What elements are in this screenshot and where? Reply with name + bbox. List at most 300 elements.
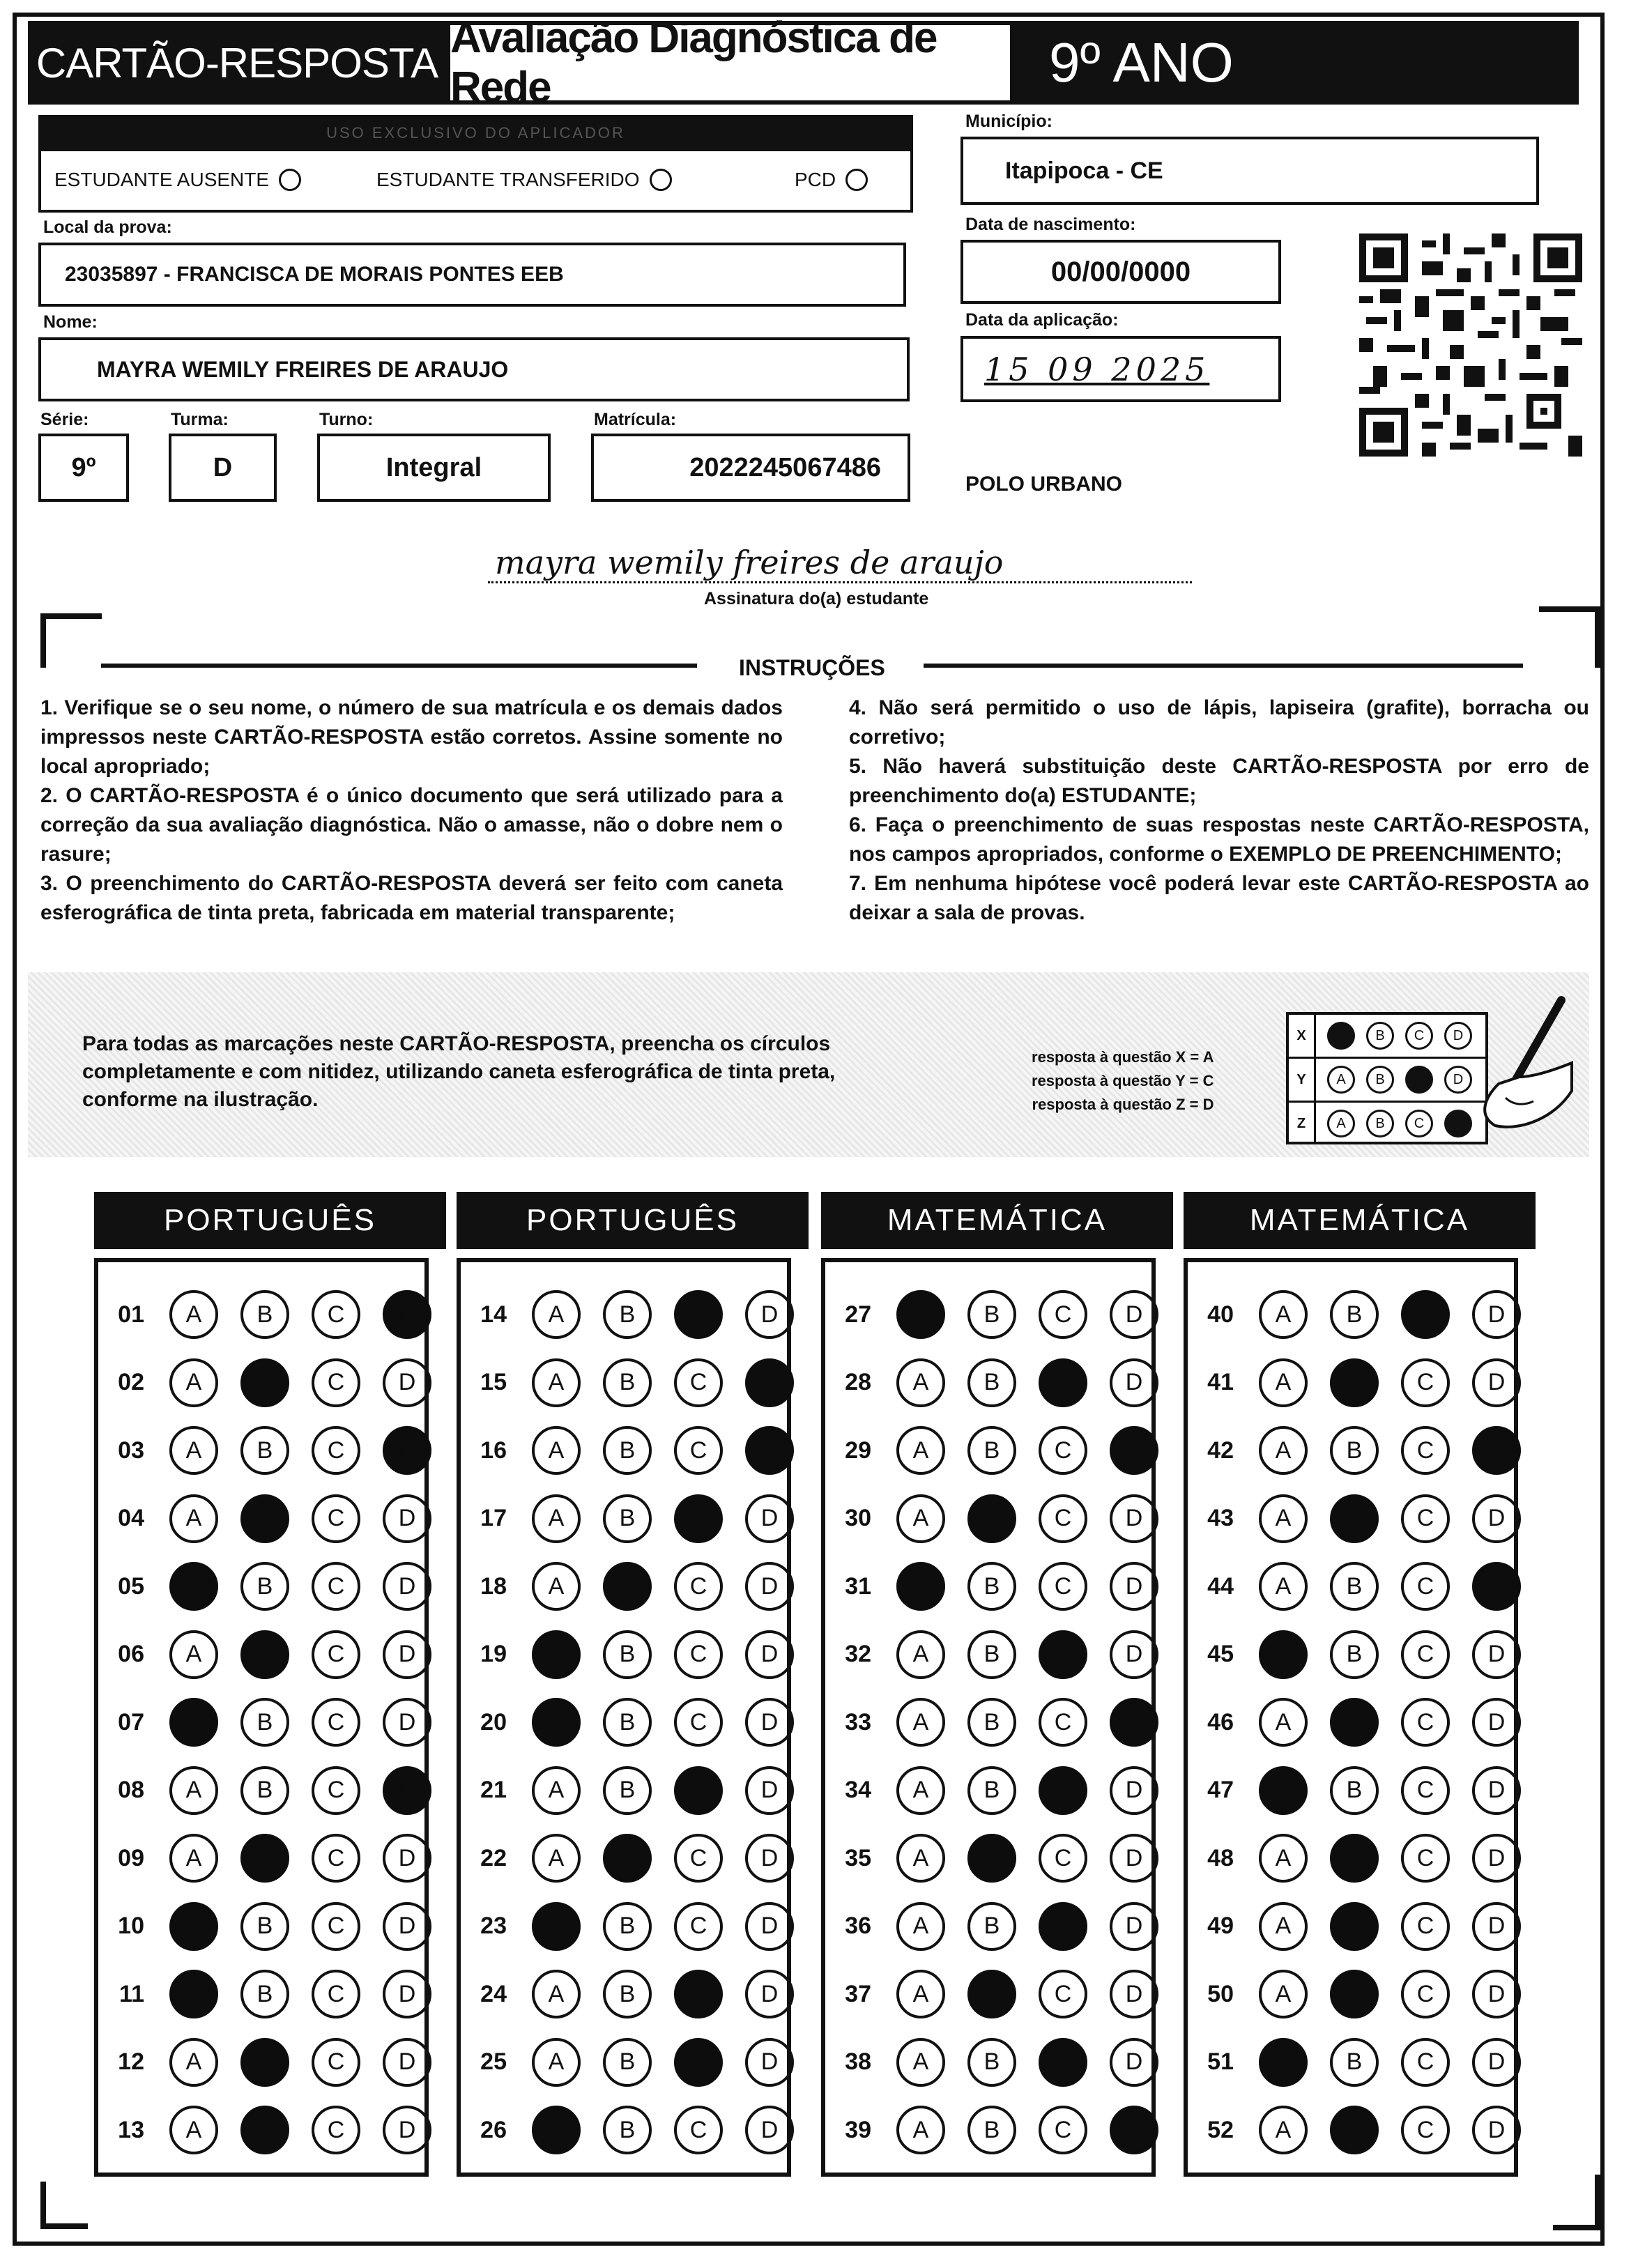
column-box-4	[1184, 1258, 1518, 2177]
answer-bubble-a[interactable]: A	[169, 2106, 218, 2154]
question-row	[461, 1693, 794, 1752]
answer-bubble-b[interactable]: B	[967, 1766, 1016, 1815]
instruction-1: 1. Verifique se o seu nome, o número de sua matrícula e os demais dados impressos neste CARTÃO-RESPOSTA estão corretos. Assine somente no local apropriado;	[40, 696, 783, 778]
answer-bubble-d[interactable]: D	[745, 2038, 794, 2087]
question-row	[98, 1421, 431, 1480]
question-number: 46	[1207, 1708, 1234, 1736]
answer-bubble-d[interactable]: D	[1472, 1834, 1521, 1883]
answer-bubble-d[interactable]: D	[1472, 1766, 1521, 1815]
answer-bubble-b[interactable]: B	[1330, 1630, 1379, 1679]
question-row	[825, 1489, 1158, 1548]
answer-bubble-d[interactable]: D	[1472, 1290, 1521, 1339]
answer-bubble-a[interactable]: A	[896, 1902, 945, 1951]
answer-bubble-a[interactable]: A	[169, 1630, 218, 1679]
answer-bubble-c[interactable]: C	[312, 2106, 360, 2154]
answer-bubble-d[interactable]: D	[745, 1562, 794, 1611]
answer-bubble-c[interactable]: C	[1401, 1902, 1450, 1951]
answer-bubble-d[interactable]: D	[383, 1766, 431, 1815]
question-number: 13	[118, 2116, 144, 2143]
question-row	[461, 2033, 794, 2092]
application-date-field[interactable]	[960, 336, 1281, 402]
answer-bubble-d[interactable]: D	[1472, 1630, 1521, 1679]
fill-example-text: Para todas as marcações neste CARTÃO-RESPOSTA, preencha os círculos completamente e com nitidez, utilizando caneta esferográfica de tinta preta, conforme na ilustração.	[82, 1032, 836, 1111]
answer-bubble-a[interactable]: A	[532, 1630, 581, 1679]
corner-mark-bottom-left	[40, 2182, 88, 2229]
answer-bubble-b[interactable]: B	[603, 1902, 652, 1951]
question-row	[98, 2033, 431, 2092]
answer-bubble-b[interactable]: B	[240, 1698, 289, 1747]
transferred-label: ESTUDANTE TRANSFERIDO	[376, 169, 640, 190]
question-row	[461, 1489, 794, 1548]
answer-bubble-c[interactable]: C	[1039, 2106, 1087, 2154]
answer-bubble-a[interactable]: A	[169, 1290, 218, 1339]
hand-pen-icon	[1457, 993, 1575, 1133]
answer-bubble-d[interactable]: D	[1110, 1834, 1158, 1883]
transferred-circle[interactable]	[650, 169, 672, 191]
answer-bubble-d[interactable]: D	[383, 1630, 431, 1679]
answer-bubble-d[interactable]: D	[1472, 2038, 1521, 2087]
birth-field	[960, 240, 1281, 304]
answer-bubble-a[interactable]: A	[532, 1970, 581, 2018]
answer-bubble-b[interactable]: B	[240, 1562, 289, 1611]
answer-bubble-a[interactable]: A	[896, 1970, 945, 2018]
answer-bubble-a[interactable]: A	[169, 1902, 218, 1951]
application-date-label: Data da aplicação:	[965, 310, 1119, 330]
answer-bubble-a[interactable]: A	[896, 1290, 945, 1339]
answer-bubble-c[interactable]: C	[1401, 1358, 1450, 1407]
instructions-left	[40, 694, 783, 928]
answer-bubble-d[interactable]: D	[745, 1630, 794, 1679]
answer-bubble-a[interactable]: A	[1259, 1766, 1308, 1815]
answer-bubble-a[interactable]: A	[896, 1494, 945, 1543]
answer-bubble-d[interactable]: D	[383, 1290, 431, 1339]
answer-bubble-c[interactable]: C	[1039, 1494, 1087, 1543]
legend-z: resposta à questão Z = D	[1032, 1096, 1214, 1113]
answer-bubble-b[interactable]: B	[1330, 1562, 1379, 1611]
answer-bubble-b[interactable]: B	[240, 1834, 289, 1883]
answer-bubble-a[interactable]: A	[896, 1358, 945, 1407]
answer-bubble-c[interactable]: C	[674, 1970, 723, 2018]
answer-bubble-c[interactable]: C	[1401, 1562, 1450, 1611]
answer-bubble-a[interactable]: A	[1259, 1698, 1308, 1747]
answer-bubble-c[interactable]: C	[674, 1562, 723, 1611]
answer-bubble-a[interactable]: A	[1259, 1562, 1308, 1611]
answer-bubble-c[interactable]: C	[1039, 1426, 1087, 1475]
answer-bubble-c[interactable]: C	[674, 2038, 723, 2087]
answer-bubble-a[interactable]: A	[169, 1970, 218, 2018]
question-row	[98, 1897, 431, 1956]
answer-bubble-a[interactable]: A	[532, 1902, 581, 1951]
answer-bubble-d[interactable]: D	[1472, 1970, 1521, 2018]
question-number: 20	[480, 1708, 507, 1736]
answer-bubble-c[interactable]: C	[674, 1902, 723, 1951]
matricula-field	[591, 434, 910, 502]
answer-bubble-a[interactable]: A	[896, 1834, 945, 1883]
answer-bubble-c[interactable]: C	[1401, 1494, 1450, 1543]
grade-title: 9º ANO	[1014, 21, 1579, 105]
answer-bubble-a[interactable]: A	[1259, 2038, 1308, 2087]
legend-x: resposta à questão X = A	[1032, 1048, 1214, 1066]
instruction-2: 2. O CARTÃO-RESPOSTA é o único documento que será utilizado para a correção da sua avaliação diagnóstica. Não o amasse, não o dobre nem o rasure;	[40, 784, 783, 866]
answer-bubble-b[interactable]: B	[603, 2038, 652, 2087]
answer-bubble-d[interactable]: D	[1110, 1358, 1158, 1407]
answer-bubble-b[interactable]: B	[603, 1358, 652, 1407]
example-row	[1289, 1015, 1485, 1059]
answer-bubble-a[interactable]: A	[1259, 1290, 1308, 1339]
question-number: 39	[845, 2116, 871, 2143]
answer-bubble-b[interactable]: B	[603, 1834, 652, 1883]
answer-bubble-a[interactable]: A	[532, 1290, 581, 1339]
answer-bubble-a[interactable]: A	[896, 1426, 945, 1475]
answer-bubble-c[interactable]: C	[312, 1970, 360, 2018]
answer-bubble-d[interactable]: D	[745, 1902, 794, 1951]
answer-bubble-d[interactable]: D	[1110, 2038, 1158, 2087]
answer-bubble-c[interactable]: C	[674, 1698, 723, 1747]
answer-bubble-a[interactable]: A	[1259, 1494, 1308, 1543]
answer-bubble-c[interactable]: C	[674, 1290, 723, 1339]
answer-bubble-c[interactable]: C	[312, 1426, 360, 1475]
question-number: 48	[1207, 1844, 1234, 1871]
answer-bubble-a[interactable]: A	[532, 1426, 581, 1475]
answer-bubble-b[interactable]: B	[967, 2106, 1016, 2154]
answer-bubble-c[interactable]: C	[674, 1494, 723, 1543]
instruction-3: 3. O preenchimento do CARTÃO-RESPOSTA deverá ser feito com caneta esferográfica de tinta preta, fabricada em material transparente;	[40, 872, 783, 924]
answer-bubble-b[interactable]: B	[967, 1698, 1016, 1747]
corner-mark-top-right	[1539, 606, 1600, 668]
question-row	[1188, 1354, 1521, 1412]
answer-bubble-c[interactable]: C	[1401, 1698, 1450, 1747]
answer-bubble-c[interactable]: C	[674, 1834, 723, 1883]
answer-bubble-c[interactable]: C	[1039, 1562, 1087, 1611]
question-row	[461, 1557, 794, 1616]
example-bubble-c: C	[1405, 1022, 1433, 1050]
answer-bubble-b[interactable]: B	[603, 1970, 652, 2018]
answer-bubble-b[interactable]: B	[1330, 1698, 1379, 1747]
answer-bubble-b[interactable]: B	[967, 1834, 1016, 1883]
answer-bubble-a[interactable]: A	[169, 1494, 218, 1543]
answer-bubble-a[interactable]: A	[169, 1698, 218, 1747]
answer-bubble-d[interactable]: D	[383, 1358, 431, 1407]
answer-bubble-b[interactable]: B	[603, 1426, 652, 1475]
answer-bubble-d[interactable]: D	[745, 1426, 794, 1475]
question-number: 26	[480, 2116, 507, 2143]
answer-bubble-c[interactable]: C	[1039, 1698, 1087, 1747]
answer-bubble-c[interactable]: C	[1401, 2106, 1450, 2154]
answer-bubble-b[interactable]: B	[967, 2038, 1016, 2087]
answer-bubble-c[interactable]: C	[1401, 1766, 1450, 1815]
answer-bubble-b[interactable]: B	[240, 1630, 289, 1679]
answer-bubble-c[interactable]: C	[1039, 1902, 1087, 1951]
answer-bubble-b[interactable]: B	[603, 2106, 652, 2154]
answer-bubble-b[interactable]: B	[240, 2106, 289, 2154]
column-header-4: MATEMÁTICA	[1184, 1192, 1536, 1249]
answer-bubble-d[interactable]: D	[745, 1290, 794, 1339]
local-field	[38, 243, 906, 307]
question-row	[1188, 1829, 1521, 1887]
example-row-label: Y	[1289, 1059, 1316, 1101]
answer-bubble-d[interactable]: D	[1110, 2106, 1158, 2154]
answer-bubble-a[interactable]: A	[532, 1698, 581, 1747]
answer-bubble-b[interactable]: B	[603, 1494, 652, 1543]
turno-field	[317, 434, 551, 502]
question-number: 09	[118, 1844, 144, 1871]
example-bubble-b: B	[1366, 1066, 1394, 1094]
answer-bubble-d[interactable]: D	[383, 1426, 431, 1475]
question-number: 05	[118, 1572, 144, 1600]
question-number: 43	[1207, 1505, 1234, 1531]
answer-bubble-c[interactable]: C	[312, 1358, 360, 1407]
answer-bubble-c[interactable]: C	[674, 1630, 723, 1679]
answer-bubble-b[interactable]: B	[1330, 1834, 1379, 1883]
answer-bubble-d[interactable]: D	[1472, 1698, 1521, 1747]
answer-bubble-b[interactable]: B	[603, 1698, 652, 1747]
answer-bubble-a[interactable]: A	[896, 2106, 945, 2154]
answer-bubble-c[interactable]: C	[1401, 1630, 1450, 1679]
answer-bubble-d[interactable]: D	[1110, 1426, 1158, 1475]
answer-bubble-c[interactable]: C	[1401, 2038, 1450, 2087]
answer-bubble-d[interactable]: D	[1110, 1902, 1158, 1951]
answer-bubble-d[interactable]: D	[1110, 1630, 1158, 1679]
answer-bubble-b[interactable]: B	[967, 1562, 1016, 1611]
answer-bubble-a[interactable]: A	[1259, 1426, 1308, 1475]
answer-bubble-b[interactable]: B	[967, 1290, 1016, 1339]
answer-bubble-a[interactable]: A	[169, 1426, 218, 1475]
answer-bubble-b[interactable]: B	[603, 1766, 652, 1815]
example-bubble-d: D	[1444, 1110, 1472, 1137]
answer-bubble-d[interactable]: D	[383, 1970, 431, 2018]
question-number: 28	[845, 1369, 871, 1395]
answer-bubble-c[interactable]: C	[312, 1562, 360, 1611]
answer-bubble-d[interactable]: D	[383, 1494, 431, 1543]
question-row	[461, 1897, 794, 1956]
answer-bubble-b[interactable]: B	[1330, 1766, 1379, 1815]
answer-bubble-a[interactable]: A	[532, 2106, 581, 2154]
answer-bubble-d[interactable]: D	[383, 1834, 431, 1883]
answer-bubble-a[interactable]: A	[169, 1562, 218, 1611]
answer-bubble-b[interactable]: B	[1330, 1290, 1379, 1339]
answer-bubble-b[interactable]: B	[967, 1426, 1016, 1475]
answer-bubble-d[interactable]: D	[745, 1698, 794, 1747]
answer-bubble-c[interactable]: C	[1039, 1766, 1087, 1815]
answer-bubble-d[interactable]: D	[1472, 2106, 1521, 2154]
answer-bubble-a[interactable]: A	[1259, 1970, 1308, 2018]
question-number: 02	[118, 1369, 144, 1395]
answer-bubble-b[interactable]: B	[1330, 1358, 1379, 1407]
transferred-option[interactable]	[376, 169, 672, 191]
answer-bubble-b[interactable]: B	[240, 1358, 289, 1407]
answer-bubble-d[interactable]: D	[1472, 1426, 1521, 1475]
answer-bubble-b[interactable]: B	[967, 1358, 1016, 1407]
question-number: 42	[1207, 1436, 1234, 1464]
serie-field	[38, 434, 129, 502]
question-row	[461, 1421, 794, 1480]
answer-bubble-d[interactable]: D	[745, 1766, 794, 1815]
question-row	[98, 1489, 431, 1548]
answer-bubble-c[interactable]: C	[1039, 2038, 1087, 2087]
answer-bubble-d[interactable]: D	[383, 2106, 431, 2154]
answer-bubble-d[interactable]: D	[1110, 1562, 1158, 1611]
answer-bubble-d[interactable]: D	[1110, 1766, 1158, 1815]
question-row	[825, 1693, 1158, 1752]
answer-bubble-a[interactable]: A	[896, 2038, 945, 2087]
answer-bubble-a[interactable]: A	[896, 1698, 945, 1747]
signature-label: Assinatura do(a) estudante	[704, 589, 929, 608]
answer-bubble-c[interactable]: C	[1039, 1970, 1087, 2018]
question-row	[825, 1761, 1158, 1820]
answer-bubble-a[interactable]: A	[532, 1358, 581, 1407]
column-box-1	[94, 1258, 429, 2177]
answer-bubble-a[interactable]: A	[1259, 1834, 1308, 1883]
answer-bubble-a[interactable]: A	[1259, 2106, 1308, 2154]
question-row	[1188, 1421, 1521, 1480]
answer-bubble-d[interactable]: D	[383, 1562, 431, 1611]
answer-bubble-b[interactable]: B	[1330, 2038, 1379, 2087]
answer-bubble-d[interactable]: D	[1110, 1290, 1158, 1339]
answer-bubble-b[interactable]: B	[967, 1970, 1016, 2018]
answer-bubble-a[interactable]: A	[532, 1834, 581, 1883]
question-number: 38	[845, 2048, 871, 2075]
question-row	[461, 2101, 794, 2159]
answer-bubble-d[interactable]: D	[1472, 1562, 1521, 1611]
answer-bubble-b[interactable]: B	[603, 1630, 652, 1679]
answer-bubble-b[interactable]: B	[1330, 1970, 1379, 2018]
answer-bubble-c[interactable]: C	[1401, 1970, 1450, 2018]
answer-bubble-b[interactable]: B	[240, 1494, 289, 1543]
answer-bubble-a[interactable]: A	[169, 1834, 218, 1883]
answer-bubble-d[interactable]: D	[1110, 1698, 1158, 1747]
answer-bubble-d[interactable]: D	[383, 1902, 431, 1951]
answer-bubble-a[interactable]: A	[1259, 1630, 1308, 1679]
answer-bubble-c[interactable]: C	[1401, 1426, 1450, 1475]
answer-bubble-d[interactable]: D	[383, 1698, 431, 1747]
question-number: 29	[845, 1436, 871, 1464]
answer-bubble-b[interactable]: B	[1330, 1426, 1379, 1475]
answer-bubble-a[interactable]: A	[1259, 1358, 1308, 1407]
answer-bubble-b[interactable]: B	[240, 1426, 289, 1475]
question-number: 45	[1207, 1641, 1234, 1667]
answer-bubble-c[interactable]: C	[1039, 1834, 1087, 1883]
answer-bubble-a[interactable]: A	[1259, 1902, 1308, 1951]
answer-bubble-d[interactable]: D	[1472, 1494, 1521, 1543]
answer-bubble-c[interactable]: C	[312, 1902, 360, 1951]
answer-bubble-d[interactable]: D	[1110, 1970, 1158, 2018]
answer-bubble-a[interactable]: A	[896, 1630, 945, 1679]
question-row	[98, 1693, 431, 1752]
instructions-right	[849, 694, 1589, 928]
pcd-circle[interactable]	[845, 169, 868, 191]
answer-bubble-c[interactable]: C	[312, 1834, 360, 1883]
question-row	[1188, 2033, 1521, 2092]
answer-bubble-b[interactable]: B	[967, 1494, 1016, 1543]
answer-bubble-c[interactable]: C	[312, 1766, 360, 1815]
answer-bubble-c[interactable]: C	[1039, 1630, 1087, 1679]
answer-bubble-d[interactable]: D	[745, 2106, 794, 2154]
absent-option[interactable]	[54, 169, 301, 191]
answer-bubble-b[interactable]: B	[240, 1766, 289, 1815]
answer-bubble-d[interactable]: D	[745, 1970, 794, 2018]
question-number: 30	[845, 1505, 871, 1531]
local-label: Local da prova:	[43, 217, 172, 237]
answer-bubble-c[interactable]: C	[312, 1494, 360, 1543]
answer-bubble-c[interactable]: C	[1039, 1358, 1087, 1407]
answer-bubble-d[interactable]: D	[745, 1834, 794, 1883]
answer-bubble-d[interactable]: D	[1472, 1902, 1521, 1951]
answer-bubble-c[interactable]: C	[312, 1698, 360, 1747]
answer-bubble-b[interactable]: B	[967, 1630, 1016, 1679]
question-row	[825, 1625, 1158, 1684]
question-row	[461, 1761, 794, 1820]
answer-bubble-c[interactable]: C	[674, 1426, 723, 1475]
question-number: 33	[845, 1708, 871, 1736]
example-bubble-d: D	[1444, 1066, 1472, 1094]
answer-bubble-c[interactable]: C	[1401, 1290, 1450, 1339]
answer-bubble-b[interactable]: B	[240, 1970, 289, 2018]
question-row	[1188, 1693, 1521, 1752]
qr-code-icon	[1359, 233, 1582, 457]
answer-bubble-c[interactable]: C	[674, 1766, 723, 1815]
example-bubble-d: D	[1444, 1022, 1472, 1050]
answer-bubble-a[interactable]: A	[896, 1766, 945, 1815]
answer-bubble-a[interactable]: A	[532, 1562, 581, 1611]
answer-bubble-a[interactable]: A	[532, 2038, 581, 2087]
answer-bubble-d[interactable]: D	[1110, 1494, 1158, 1543]
answer-bubble-b[interactable]: B	[603, 1562, 652, 1611]
answer-bubble-d[interactable]: D	[1472, 1358, 1521, 1407]
answer-bubble-c[interactable]: C	[1039, 1290, 1087, 1339]
pcd-option[interactable]	[795, 169, 868, 191]
question-row	[98, 1761, 431, 1820]
answer-bubble-a[interactable]: A	[532, 1766, 581, 1815]
answer-bubble-c[interactable]: C	[312, 2038, 360, 2087]
answer-bubble-b[interactable]: B	[240, 1902, 289, 1951]
answer-bubble-d[interactable]: D	[745, 1358, 794, 1407]
answer-bubble-d[interactable]: D	[383, 2038, 431, 2087]
answer-bubble-a[interactable]: A	[169, 2038, 218, 2087]
instruction-4: 4. Não será permitido o uso de lápis, lapiseira (grafite), borracha ou corretivo;	[849, 696, 1589, 749]
question-row	[98, 1557, 431, 1616]
turma-label: Turma:	[171, 410, 229, 429]
instruction-6: 6. Faça o preenchimento de suas respostas neste CARTÃO-RESPOSTA, nos campos apropriados, conforme o EXEMPLO DE PREENCHIMENTO;	[849, 813, 1589, 866]
question-row	[461, 1354, 794, 1412]
answer-bubble-b[interactable]: B	[967, 1902, 1016, 1951]
question-number: 21	[480, 1777, 507, 1803]
column-box-2	[457, 1258, 791, 2177]
example-bubble-b: B	[1366, 1022, 1394, 1050]
answer-bubble-b[interactable]: B	[240, 2038, 289, 2087]
absent-label: ESTUDANTE AUSENTE	[54, 169, 270, 190]
answer-bubble-a[interactable]: A	[532, 1494, 581, 1543]
answer-bubble-b[interactable]: B	[1330, 2106, 1379, 2154]
answer-bubble-b[interactable]: B	[1330, 1902, 1379, 1951]
answer-bubble-c[interactable]: C	[312, 1630, 360, 1679]
answer-bubble-c[interactable]: C	[674, 2106, 723, 2154]
example-bubble-a: A	[1327, 1110, 1355, 1137]
example-bubble-c: C	[1405, 1110, 1433, 1137]
answer-bubble-b[interactable]: B	[240, 1290, 289, 1339]
absent-circle[interactable]	[279, 169, 301, 191]
answer-bubble-b[interactable]: B	[1330, 1494, 1379, 1543]
answer-bubble-c[interactable]: C	[312, 1290, 360, 1339]
answer-bubble-d[interactable]: D	[745, 1494, 794, 1543]
answer-bubble-c[interactable]: C	[674, 1358, 723, 1407]
answer-bubble-a[interactable]: A	[896, 1562, 945, 1611]
answer-bubble-a[interactable]: A	[169, 1766, 218, 1815]
answer-bubble-a[interactable]: A	[169, 1358, 218, 1407]
answer-bubble-c[interactable]: C	[1401, 1834, 1450, 1883]
column-header-3: MATEMÁTICA	[821, 1192, 1173, 1249]
answer-bubble-b[interactable]: B	[603, 1290, 652, 1339]
corner-mark-top-left	[40, 613, 102, 668]
